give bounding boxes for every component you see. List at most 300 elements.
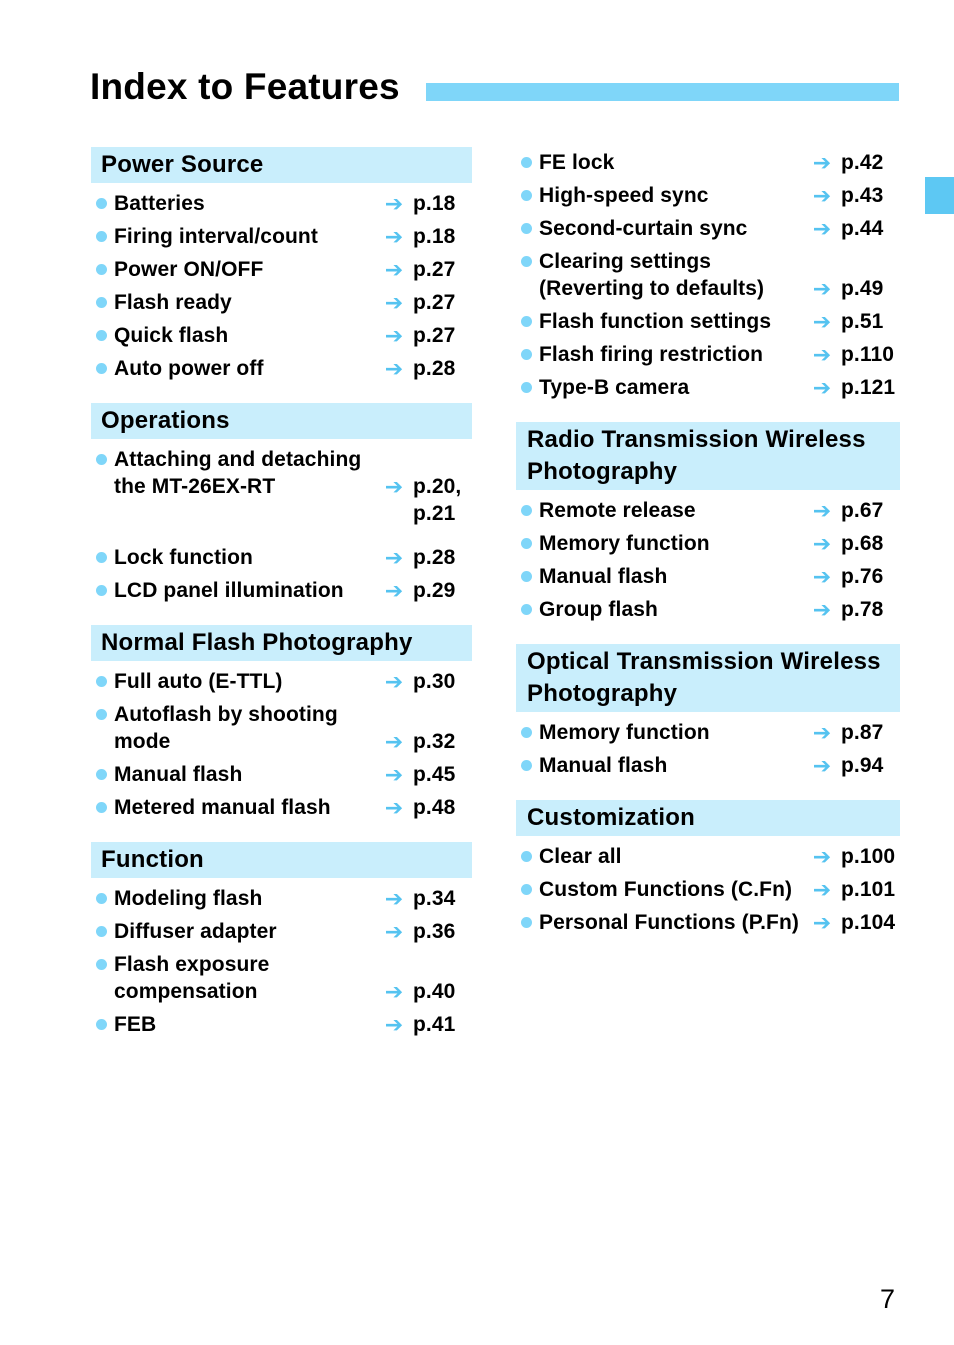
bullet-dot-icon [96, 709, 107, 720]
right-arrow-icon: ➔ [384, 191, 404, 216]
index-entry-label [114, 446, 382, 500]
section-heading-line: Optical Transmission Wireless [527, 648, 881, 675]
page-number-ref[interactable]: p.18 [413, 225, 456, 248]
left-column [91, 147, 472, 1059]
page-reference-number[interactable] [413, 256, 455, 283]
index-entry-label [539, 182, 810, 209]
right-arrow-icon: ➔ [384, 886, 404, 911]
page-number-ref[interactable]: p.42 [841, 151, 884, 174]
index-entry-label-line: Attaching and detaching [114, 448, 362, 471]
page-reference-number[interactable] [841, 752, 883, 779]
section-heading [516, 422, 900, 490]
page-number-ref[interactable]: p.87 [841, 721, 884, 744]
index-entry[interactable] [516, 527, 900, 560]
index-entry[interactable] [516, 212, 900, 245]
section-heading: Power Source [91, 147, 472, 183]
right-arrow-icon: ➔ [812, 531, 832, 556]
bullet-dot-icon [521, 604, 532, 615]
index-list [91, 882, 472, 1041]
page-reference [382, 190, 472, 217]
bullet-dot-icon [521, 223, 532, 234]
right-arrow-icon: ➔ [384, 919, 404, 944]
index-entry-label [539, 215, 810, 242]
page-reference [382, 355, 472, 382]
right-arrow-icon: ➔ [812, 342, 832, 367]
page-reference-number[interactable] [413, 885, 455, 912]
page-reference [382, 918, 472, 945]
index-entry-label-line: Autoflash by shooting [114, 703, 338, 726]
page-number-ref[interactable]: p.121 [841, 376, 896, 399]
index-entry-label [539, 719, 810, 746]
bullet-dot-icon [96, 231, 107, 242]
index-entry-label-line: Metered manual flash [114, 796, 331, 819]
page-number-ref[interactable]: p.32 [413, 730, 456, 753]
index-entry[interactable] [91, 948, 472, 1008]
index-list [516, 494, 900, 626]
page-reference-number[interactable] [413, 761, 455, 788]
index-entry[interactable] [91, 286, 472, 319]
index-entry-label [114, 668, 382, 695]
index-entry-label-line: FE lock [539, 151, 615, 174]
page-number: 7 [880, 1284, 896, 1314]
page-number-ref[interactable]: p.20, [413, 475, 462, 498]
index-entry-label-line: Clear all [539, 845, 622, 868]
page-reference [810, 215, 900, 242]
index-entry[interactable] [516, 560, 900, 593]
right-arrow-icon: ➔ [812, 216, 832, 241]
page-reference-number[interactable] [413, 1011, 455, 1038]
page-reference-number[interactable] [841, 563, 883, 590]
bullet-dot-icon [96, 1019, 107, 1030]
page-reference [382, 256, 472, 283]
page-number-ref[interactable]: p.51 [841, 310, 884, 333]
page-reference [382, 544, 472, 571]
index-entry-label-line: Power ON/OFF [114, 258, 264, 281]
page-reference [810, 530, 900, 557]
bullet-dot-icon [521, 256, 532, 267]
bullet-dot-icon [521, 727, 532, 738]
page-number-ref[interactable]: p.94 [841, 754, 884, 777]
index-entry-label [114, 701, 382, 755]
page-reference-number[interactable] [413, 473, 461, 527]
section-heading: Function [91, 842, 472, 878]
index-entry-label-line: Flash firing restriction [539, 343, 764, 366]
page-reference [810, 596, 900, 623]
page-number-ref[interactable]: p.67 [841, 499, 884, 522]
page-reference-number[interactable] [841, 530, 883, 557]
right-arrow-icon: ➔ [384, 669, 404, 694]
bullet-dot-icon [521, 884, 532, 895]
index-entry-label [114, 355, 382, 382]
index-entry-label-line: Clearing settings [539, 250, 712, 273]
bullet-dot-icon [96, 297, 107, 308]
page-number-ref[interactable]: p.28 [413, 546, 456, 569]
section-heading-line: Photography [527, 458, 678, 485]
index-entry-label [114, 322, 382, 349]
index-entry-label [114, 289, 382, 316]
index-entry-label-line: High-speed sync [539, 184, 709, 207]
page-reference [382, 794, 472, 821]
index-entry[interactable] [516, 146, 900, 179]
page-reference-number[interactable] [841, 215, 883, 242]
right-arrow-icon: ➔ [812, 753, 832, 778]
page-reference-number[interactable] [841, 497, 883, 524]
index-entry[interactable] [516, 906, 900, 939]
page-reference [382, 577, 472, 604]
index-entry-label-line: Full auto (E-TTL) [114, 670, 283, 693]
page-reference-number[interactable] [413, 668, 455, 695]
index-entry-label-line: the MT-26EX-RT [114, 475, 276, 498]
right-arrow-icon: ➔ [384, 729, 404, 754]
index-entry-label-line: Memory function [539, 532, 710, 555]
right-arrow-icon: ➔ [384, 979, 404, 1004]
index-entry[interactable] [91, 915, 472, 948]
index-entry-label [114, 761, 382, 788]
page-reference-number[interactable] [413, 223, 455, 250]
index-entry-label [114, 223, 382, 250]
page-reference-number[interactable] [413, 794, 455, 821]
index-entry-label-line: Remote release [539, 499, 696, 522]
index-entry[interactable] [91, 1008, 472, 1041]
index-list [91, 187, 472, 385]
bullet-dot-icon [521, 851, 532, 862]
page-number-ref[interactable]: p.101 [841, 878, 896, 901]
index-entry-label [114, 1011, 382, 1038]
index-entry-label-line: FEB [114, 1013, 157, 1036]
page-reference [810, 308, 900, 335]
bullet-dot-icon [521, 157, 532, 168]
index-entry-label-line: (Reverting to defaults) [539, 277, 765, 300]
index-entry-label-line: LCD panel illumination [114, 579, 344, 602]
index-entry-label [539, 149, 810, 176]
right-arrow-icon: ➔ [384, 578, 404, 603]
index-entry[interactable] [91, 443, 472, 541]
index-entry[interactable] [91, 253, 472, 286]
right-column [516, 146, 900, 957]
page-reference [382, 668, 472, 695]
page-reference [810, 182, 900, 209]
bullet-dot-icon [96, 454, 107, 465]
index-entry[interactable] [516, 840, 900, 873]
right-arrow-icon: ➔ [384, 762, 404, 787]
section-function-continued [516, 146, 900, 404]
page-reference [382, 701, 472, 755]
right-arrow-icon: ➔ [812, 564, 832, 589]
section-heading: Operations [91, 403, 472, 439]
bullet-dot-icon [96, 802, 107, 813]
bullet-dot-icon [521, 316, 532, 327]
index-entry-label-line: Group flash [539, 598, 658, 621]
index-entry-label-line: Second-curtain sync [539, 217, 748, 240]
page-reference-number[interactable] [841, 843, 895, 870]
page-number-ref[interactable]: p.49 [841, 277, 884, 300]
index-entry-label [539, 909, 810, 936]
right-arrow-icon: ➔ [384, 323, 404, 348]
index-entry[interactable] [516, 593, 900, 626]
right-arrow-icon: ➔ [812, 498, 832, 523]
bullet-dot-icon [521, 382, 532, 393]
page-reference-number[interactable] [841, 275, 883, 302]
page-reference-number[interactable] [413, 289, 455, 316]
index-entry-label [539, 752, 810, 779]
section-heading-line: Radio Transmission Wireless [527, 426, 866, 453]
page-number-ref[interactable]: p.110 [841, 343, 895, 366]
bullet-dot-icon [96, 769, 107, 780]
index-entry-label-line: Auto power off [114, 357, 264, 380]
index-entry-label [114, 885, 382, 912]
index-entry-label-line: Modeling flash [114, 887, 263, 910]
page-reference-number[interactable] [841, 719, 883, 746]
page-number-ref[interactable]: p.76 [841, 565, 884, 588]
index-entry-label-line: Batteries [114, 192, 205, 215]
index-entry-label [539, 876, 810, 903]
index-entry-label [539, 843, 810, 870]
page-reference [810, 563, 900, 590]
bullet-dot-icon [96, 893, 107, 904]
right-arrow-icon: ➔ [812, 844, 832, 869]
page-reference-number[interactable] [413, 577, 455, 604]
right-arrow-icon: ➔ [812, 309, 832, 334]
bullet-dot-icon [521, 505, 532, 516]
page-reference [382, 322, 472, 349]
bullet-dot-icon [96, 585, 107, 596]
bullet-dot-icon [96, 264, 107, 275]
bullet-dot-icon [521, 571, 532, 582]
page-reference-number[interactable] [413, 322, 455, 349]
page-number-ref[interactable]: p.104 [841, 911, 896, 934]
page-number-ref[interactable]: p.34 [413, 887, 456, 910]
page-reference [382, 446, 472, 527]
right-arrow-icon: ➔ [812, 720, 832, 745]
index-entry-label [114, 577, 382, 604]
page-reference [382, 1011, 472, 1038]
section-function [91, 842, 472, 1041]
right-arrow-icon: ➔ [812, 150, 832, 175]
page-number-ref[interactable]: p.18 [413, 192, 456, 215]
index-entry[interactable] [516, 338, 900, 371]
page-number-ref[interactable]: p.40 [413, 980, 456, 1003]
section-radio-wireless [516, 422, 900, 626]
page-number-ref[interactable]: p.45 [413, 763, 456, 786]
right-arrow-icon: ➔ [384, 290, 404, 315]
index-entry[interactable] [91, 541, 472, 574]
index-entry-label-line: Type-B camera [539, 376, 690, 399]
index-entry[interactable] [91, 319, 472, 352]
page-reference-number[interactable] [413, 728, 455, 755]
index-entry-label-line: Manual flash [539, 754, 668, 777]
index-entry[interactable] [516, 494, 900, 527]
bullet-dot-icon [521, 190, 532, 201]
index-entry-label [114, 190, 382, 217]
index-entry-label [114, 794, 382, 821]
page-number-ref[interactable]: p.29 [413, 579, 456, 602]
page-number-ref[interactable]: p.27 [413, 291, 456, 314]
right-arrow-icon: ➔ [384, 224, 404, 249]
index-entry-label [539, 563, 810, 590]
index-entry-label [539, 497, 810, 524]
page-reference [382, 223, 472, 250]
index-entry-label-line: Lock function [114, 546, 253, 569]
page-reference-number[interactable] [841, 876, 895, 903]
index-entry-label [539, 308, 810, 335]
index-entry-label-line: Personal Functions (P.Fn) [539, 911, 799, 934]
bullet-dot-icon [96, 676, 107, 687]
bullet-dot-icon [521, 538, 532, 549]
index-entry-label [114, 918, 382, 945]
section-heading: Normal Flash Photography [91, 625, 472, 661]
index-entry-label-line: Memory function [539, 721, 710, 744]
page-reference-number[interactable] [841, 374, 895, 401]
page-reference-number[interactable] [841, 308, 883, 335]
page-reference-number[interactable] [841, 596, 883, 623]
section-heading [516, 644, 900, 712]
page-title: Index to Features [90, 66, 400, 107]
index-entry-label-line: Custom Functions (C.Fn) [539, 878, 793, 901]
bullet-dot-icon [521, 349, 532, 360]
index-entry[interactable] [516, 371, 900, 404]
index-entry[interactable] [91, 665, 472, 698]
page-reference [810, 909, 900, 936]
bullet-dot-icon [521, 917, 532, 928]
index-entry[interactable] [91, 758, 472, 791]
index-entry-label-line: Firing interval/count [114, 225, 318, 248]
index-list [516, 146, 900, 404]
section-operations [91, 403, 472, 607]
page-number-ref[interactable]: p.30 [413, 670, 456, 693]
page-reference-number[interactable] [841, 182, 883, 209]
index-entry[interactable] [516, 749, 900, 782]
page-number-ref[interactable]: p.41 [413, 1013, 456, 1036]
right-arrow-icon: ➔ [812, 183, 832, 208]
index-entry[interactable] [91, 882, 472, 915]
section-customization [516, 800, 900, 939]
page-number-ref[interactable]: p.28 [413, 357, 456, 380]
index-entry-label-line: Flash ready [114, 291, 232, 314]
index-entry-label [114, 951, 382, 1005]
page-reference-number[interactable] [841, 149, 883, 176]
index-entry-label [539, 341, 810, 368]
bullet-dot-icon [96, 552, 107, 563]
page-reference [382, 289, 472, 316]
section-normal-flash [91, 625, 472, 824]
index-entry[interactable] [91, 187, 472, 220]
bullet-dot-icon [96, 330, 107, 341]
index-list [516, 840, 900, 939]
index-entry[interactable] [91, 698, 472, 758]
page-reference [382, 885, 472, 912]
index-entry[interactable] [516, 305, 900, 338]
right-arrow-icon: ➔ [812, 877, 832, 902]
index-entry[interactable] [91, 352, 472, 385]
right-arrow-icon: ➔ [384, 257, 404, 282]
page-reference [382, 951, 472, 1005]
index-entry-label-line: Quick flash [114, 324, 229, 347]
section-optical-wireless [516, 644, 900, 782]
index-entry[interactable] [91, 220, 472, 253]
page-number-ref[interactable]: p.44 [841, 217, 884, 240]
page-number-ref[interactable]: p.27 [413, 324, 456, 347]
page-reference-number[interactable] [841, 909, 895, 936]
right-arrow-icon: ➔ [812, 276, 832, 301]
index-list [91, 665, 472, 824]
index-entry[interactable] [516, 245, 900, 305]
section-power-source [91, 147, 472, 385]
title-accent-bar [426, 83, 899, 101]
index-entry-label-line: Manual flash [114, 763, 243, 786]
index-entry[interactable] [91, 791, 472, 824]
right-arrow-icon: ➔ [812, 910, 832, 935]
right-arrow-icon: ➔ [384, 356, 404, 381]
index-entry-label-line: Flash exposure [114, 953, 270, 976]
bullet-dot-icon [96, 363, 107, 374]
index-entry[interactable] [516, 873, 900, 906]
index-entry-label [114, 256, 382, 283]
page-number-ref[interactable]: p.100 [841, 845, 896, 868]
bullet-dot-icon [96, 926, 107, 937]
page-reference [810, 248, 900, 302]
right-arrow-icon: ➔ [812, 597, 832, 622]
index-entry-label-line: mode [114, 730, 171, 753]
index-entry-label-line: Flash function settings [539, 310, 772, 333]
page-reference [810, 374, 900, 401]
page-number-ref[interactable]: p.21 [413, 502, 456, 525]
page-number-ref[interactable]: p.68 [841, 532, 884, 555]
index-entry-label [539, 530, 810, 557]
index-entry-label-line: Diffuser adapter [114, 920, 277, 943]
page-reference-number[interactable] [413, 355, 455, 382]
right-arrow-icon: ➔ [384, 474, 404, 499]
page-reference-number[interactable] [841, 341, 894, 368]
index-entry-label [539, 248, 810, 302]
index-entry[interactable] [91, 574, 472, 607]
right-arrow-icon: ➔ [384, 545, 404, 570]
page-reference-number[interactable] [413, 190, 455, 217]
page-number-ref[interactable]: p.78 [841, 598, 884, 621]
index-entry-label [114, 544, 382, 571]
right-arrow-icon: ➔ [384, 795, 404, 820]
page-reference [810, 719, 900, 746]
index-entry-label [539, 374, 810, 401]
page-reference [810, 843, 900, 870]
index-list [516, 716, 900, 782]
chapter-side-tab [925, 177, 954, 214]
page-number-ref[interactable]: p.43 [841, 184, 884, 207]
index-list [91, 443, 472, 607]
page-reference [810, 341, 900, 368]
index-entry-label [539, 596, 810, 623]
page-reference-number[interactable] [413, 918, 455, 945]
page-number-ref[interactable]: p.27 [413, 258, 456, 281]
index-entry[interactable] [516, 716, 900, 749]
index-entry-label-line: Manual flash [539, 565, 668, 588]
page-reference [810, 497, 900, 524]
right-arrow-icon: ➔ [812, 375, 832, 400]
index-entry-label-line: compensation [114, 980, 258, 1003]
index-entry[interactable] [516, 179, 900, 212]
page-reference [810, 876, 900, 903]
page-reference [810, 752, 900, 779]
right-arrow-icon: ➔ [384, 1012, 404, 1037]
page-number-ref[interactable]: p.36 [413, 920, 456, 943]
page-reference-number[interactable] [413, 978, 455, 1005]
page-reference [810, 149, 900, 176]
page-reference-number[interactable] [413, 544, 455, 571]
page-number-ref[interactable]: p.48 [413, 796, 456, 819]
bullet-dot-icon [521, 760, 532, 771]
bullet-dot-icon [96, 198, 107, 209]
section-heading: Customization [516, 800, 900, 836]
bullet-dot-icon [96, 959, 107, 970]
